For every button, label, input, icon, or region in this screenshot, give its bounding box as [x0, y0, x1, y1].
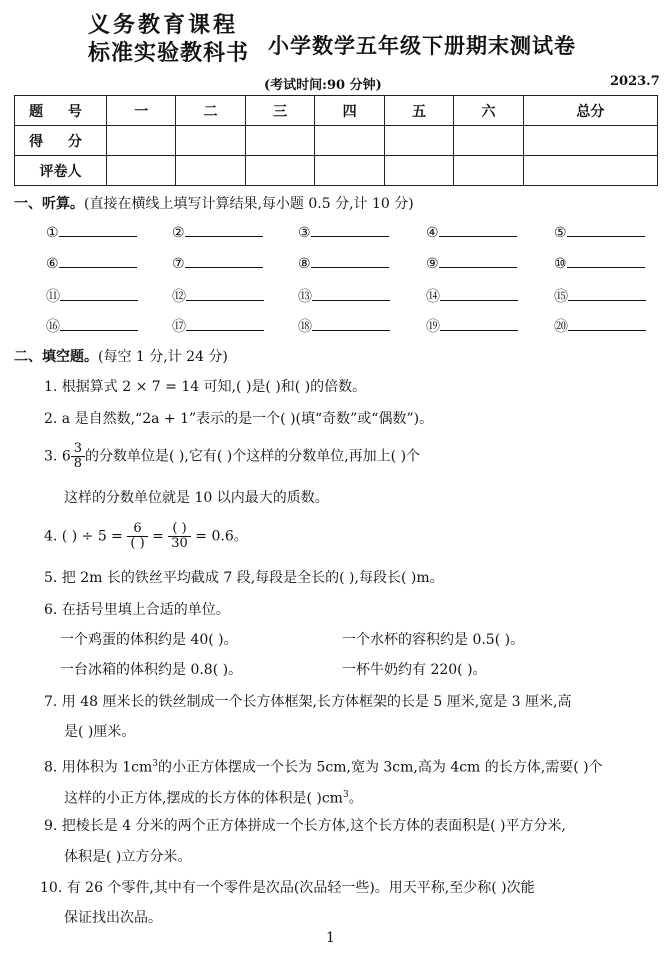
question-5: 5. 把 2m 长的铁丝平均截成 7 段,每段是全长的( ),每段长( )m。	[44, 570, 444, 586]
question-10: 10. 有 26 个零件,其中有一个零件是次品(次品轻一些)。用天平称,至少称( )次能	[40, 880, 535, 896]
listening-item	[554, 255, 645, 272]
q3-whole: 6	[61, 448, 71, 465]
listening-item	[426, 255, 517, 272]
listening-number: ①	[46, 225, 59, 241]
q4-f2-numerator: ( )	[168, 522, 191, 537]
score-cell[interactable]	[454, 126, 523, 156]
section2-note: (每空 1 分,计 24 分)	[98, 349, 228, 365]
listening-number: ⑧	[298, 256, 311, 272]
listening-item	[426, 316, 518, 336]
answer-blank[interactable]	[312, 288, 390, 301]
listening-number: ⑥	[46, 256, 59, 272]
answer-blank[interactable]	[186, 288, 264, 301]
listening-number: ⑫	[172, 289, 186, 305]
question-7-line-2: 是( )厘米。	[64, 724, 136, 740]
q8-text-a: 8. 用体积为 1cm	[44, 759, 153, 776]
grader-cell[interactable]	[107, 156, 176, 186]
score-cell[interactable]	[176, 126, 245, 156]
question-2: 2. a 是自然数,“2a + 1”表示的是一个( )(填“奇数”或“偶数”)。	[44, 411, 434, 427]
listening-item	[172, 316, 264, 336]
listening-item	[426, 286, 518, 306]
score-header-cell: 六	[454, 96, 523, 126]
grader-cell[interactable]	[454, 156, 523, 186]
listening-item	[298, 286, 390, 306]
page-number: 1	[326, 930, 335, 946]
q4-f1-denominator: ( )	[130, 536, 145, 551]
listening-item	[46, 316, 138, 336]
listening-item	[298, 255, 389, 272]
answer-blank[interactable]	[567, 255, 645, 268]
listening-item	[46, 255, 137, 272]
listening-number: ③	[298, 225, 311, 241]
answer-blank[interactable]	[568, 288, 646, 301]
score-table	[14, 95, 658, 186]
q8-line2-text: 这样的小正方体,摆成的长方体的体积是( )cm	[64, 790, 343, 807]
q3-numerator: 3	[71, 442, 85, 457]
listening-number: ⑦	[172, 256, 185, 272]
q4-suffix: = 0.6。	[195, 528, 248, 545]
listening-item	[46, 224, 137, 241]
score-row	[15, 126, 658, 156]
score-table-header-row	[15, 96, 658, 126]
answer-blank[interactable]	[439, 255, 517, 268]
question-7: 7. 用 48 厘米长的铁丝制成一个长方体框架,长方体框架的长是 5 厘米,宽是 3 厘米,高	[44, 694, 572, 710]
answer-blank[interactable]	[312, 318, 390, 331]
q8-superscript: 3	[152, 759, 159, 769]
listening-number: ⑩	[554, 256, 567, 272]
listening-number: ⑨	[426, 256, 439, 272]
exam-date: 2023.7	[610, 74, 660, 89]
q3-fraction	[71, 442, 85, 471]
question-9: 9. 把棱长是 4 分米的两个正方体拼成一个长方体,这个长方体的表面积是( )平方分米,	[44, 818, 566, 834]
question-10-line-2: 保证找出次品。	[64, 910, 162, 926]
section1-note: (直接在横线上填写计算结果,每小题 0.5 分,计 10 分)	[84, 196, 414, 212]
question-3-line-2: 这样的分数单位就是 10 以内最大的质数。	[64, 490, 329, 506]
q4-f2-denominator: 30	[171, 536, 188, 551]
listening-number: ⑭	[426, 289, 440, 305]
listening-item	[172, 224, 263, 241]
listening-number: ⑲	[426, 319, 440, 335]
question-6-d: 一杯牛奶约有 220( )。	[342, 662, 487, 678]
answer-blank[interactable]	[59, 224, 137, 237]
answer-blank[interactable]	[60, 288, 138, 301]
answer-blank[interactable]	[311, 255, 389, 268]
score-cell[interactable]	[107, 126, 176, 156]
grader-cell[interactable]	[384, 156, 453, 186]
q4-f1-numerator: 6	[127, 522, 147, 537]
listening-number: ⑬	[298, 289, 312, 305]
question-6-c: 一台冰箱的体积约是 0.8( )。	[60, 662, 243, 678]
exam-time: (考试时间:90 分钟)	[264, 78, 382, 93]
listening-number: ⑰	[172, 319, 186, 335]
q4-fraction-2	[168, 522, 191, 551]
listening-number: ⑱	[298, 319, 312, 335]
score-header-cell: 四	[315, 96, 384, 126]
section1-heading	[14, 193, 414, 213]
listening-item	[554, 316, 646, 336]
answer-blank[interactable]	[59, 255, 137, 268]
score-header-cell: 三	[245, 96, 314, 126]
grader-cell[interactable]	[245, 156, 314, 186]
score-header-cell: 总分	[523, 96, 657, 126]
question-6-b: 一个水杯的容积约是 0.5( )。	[342, 632, 525, 648]
score-cell[interactable]	[245, 126, 314, 156]
question-8-line-2	[64, 785, 363, 809]
grader-row-label: 评卷人	[15, 156, 107, 186]
series-line-1: 义务教育课程	[88, 12, 239, 38]
answer-blank[interactable]	[439, 224, 517, 237]
answer-blank[interactable]	[440, 288, 518, 301]
listening-item	[172, 255, 263, 272]
score-cell[interactable]	[523, 126, 657, 156]
score-cell[interactable]	[315, 126, 384, 156]
listening-item	[298, 316, 390, 336]
score-header-cell: 二	[176, 96, 245, 126]
listening-item	[426, 224, 517, 241]
question-3	[44, 442, 420, 471]
q3-denominator: 8	[73, 456, 83, 471]
exam-title: 小学数学五年级下册期末测试卷	[268, 33, 576, 58]
grader-cell[interactable]	[315, 156, 384, 186]
q8-text-b: 的小正方体摆成一个长为 5cm,宽为 3cm,高为 4cm 的长方体,需要( )个	[158, 759, 603, 776]
listening-item	[298, 224, 389, 241]
q3-text: 的分数单位是( ),它有( )个这样的分数单位,再加上( )个	[85, 448, 421, 465]
listening-item	[554, 224, 645, 241]
listening-number: ②	[172, 225, 185, 241]
question-1: 1. 根据算式 2 × 7 = 14 可知,( )是( )和( )的倍数。	[44, 379, 367, 395]
listening-number: ⑪	[46, 289, 60, 305]
listening-number: ⑯	[46, 319, 60, 335]
answer-blank[interactable]	[185, 224, 263, 237]
section2-title: 二、填空题。	[14, 349, 98, 365]
answer-blank[interactable]	[567, 224, 645, 237]
score-header-cell: 题 号	[15, 96, 107, 126]
q3-label: 3.	[44, 448, 62, 465]
listening-item	[554, 286, 646, 306]
answer-blank[interactable]	[568, 318, 646, 331]
question-9-line-2: 体积是( )立方分米。	[64, 849, 192, 865]
answer-blank[interactable]	[60, 318, 138, 331]
grader-row	[15, 156, 658, 186]
score-cell[interactable]	[384, 126, 453, 156]
answer-blank[interactable]	[185, 255, 263, 268]
grader-cell[interactable]	[523, 156, 657, 186]
q4-fraction-1	[127, 522, 147, 551]
answer-blank[interactable]	[440, 318, 518, 331]
score-row-label: 得 分	[15, 126, 107, 156]
listening-number: ⑤	[554, 225, 567, 241]
listening-item	[172, 286, 264, 306]
question-8	[44, 754, 603, 778]
listening-item	[46, 286, 138, 306]
listening-number: ④	[426, 225, 439, 241]
q8-line2-end: 。	[348, 790, 363, 807]
q8-line2-superscript: 3	[342, 790, 349, 800]
listening-number: ⑳	[554, 319, 568, 335]
grader-cell[interactable]	[176, 156, 245, 186]
score-header-cell: 一	[107, 96, 176, 126]
answer-blank[interactable]	[311, 224, 389, 237]
question-6: 6. 在括号里填上合适的单位。	[44, 602, 230, 618]
section2-heading	[14, 346, 228, 366]
series-line-2: 标准实验教科书	[88, 40, 250, 66]
answer-blank[interactable]	[186, 318, 264, 331]
q4-prefix: 4. ( ) ÷ 5 =	[44, 528, 123, 545]
score-header-cell: 五	[384, 96, 453, 126]
question-6-a: 一个鸡蛋的体积约是 40( )。	[60, 632, 238, 648]
section1-title: 一、听算。	[14, 196, 84, 212]
listening-number: ⑮	[554, 289, 568, 305]
q4-equals: =	[152, 528, 164, 545]
question-4	[44, 522, 248, 551]
